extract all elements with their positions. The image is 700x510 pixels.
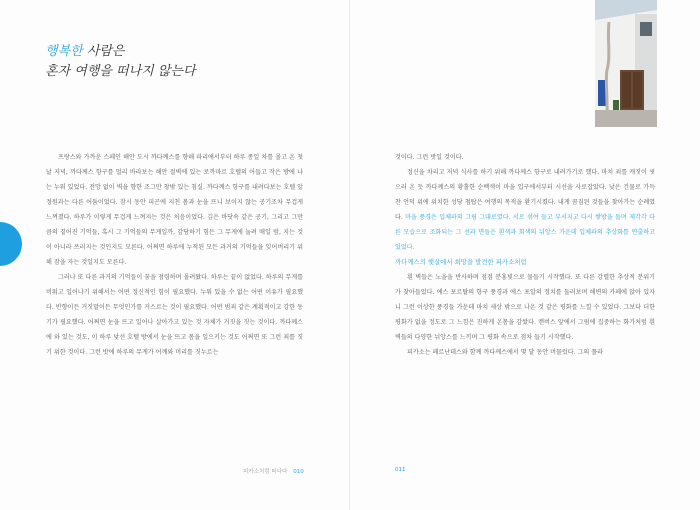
right-paragraph-4: 피카소는 페르난데스와 함께 까다께스에서 몇 달 동안 머물렀다. 그의 플라: [407, 349, 603, 356]
page-number-left: 010: [293, 469, 304, 475]
right-paragraph-2-plain: 정신을 차리고 저녁 식사를 하기 위해 까다께스 항구로 내려가기로 했다. 마치 죄를 캐짓이 씻으러 온 듯 까다께스의 황홀한 순백색이 마을 입구에서부터 시선을 사로잡았다. 낮은 건물로 가득 찬 언덕 위에 위치한 성당 첨탑은 여행의 목적을 환기시켰다. 내게 꼼짐된 것들을 찾아가는 순례였다.: [395, 169, 655, 221]
right-paragraph-intro: 것이다. 그런 밧일 것이다.: [395, 154, 464, 161]
cadaques-house-photo: [595, 0, 657, 127]
page-footer-left: [243, 467, 304, 475]
blue-circle-decoration: [0, 222, 22, 266]
page-number-right: 011: [395, 467, 406, 473]
right-paragraph-3: 흰 벽들은 노을을 반사하며 점점 분홍빛으로 물들기 시작했다. 또 다른 강렬한 추상적 분위기가 찾아들었다. 에스 포르탈의 항구 풍경과 에스 포알의 정치를 둘러보며 해변의 카페에 앉아 있자니 그런 이상한 풍경들 가운데 마치 세상 밖으로 나온 것 같은 평화를 느낄 수 있었다. 그보다 더한 평화가 없을 정도로 그 느낌은 진하게 온몸을 감쌌다. 캔버스 앞에서 그림에 집중하는 화가처럼 흰 벽들의 다양한 뉘앙스를 느끼며 그 평화 속으로 점차 들기 시작했다.: [395, 274, 655, 341]
title-highlight: 행복한: [45, 44, 83, 59]
right-page-text: [395, 150, 655, 360]
title-line1-rest: 사람은: [82, 44, 125, 59]
title-line2: 혼자 여행을 떠나지 않는다: [45, 64, 196, 79]
left-page-text: [46, 150, 303, 360]
left-paragraph-2: 그러나 또 다른 과거의 기억들이 꿈을 점령하며 몰려왔다. 하루는 끝이 없었다. 하루의 무게를 비워고 일어나기 위해서는 어떤 정신적인 힘이 필요했다. 누워 있을 수 없는 어떤 이유가 필요했다. 반향이든 거짓말이든 무엇인가를 거스르는 것이 필요했다. 어떤 범죄 같은 계획적이고 강한 동기가 필요했다. 어쩌면 눈을 뜨고 일어나 살아가고 있는 것 자체가 거짓을 짓는 것이다. 까다께스에 와 있는 것도, 이 하루 낯선 호텔 방에서 눈을 뜨고 몸을 일으키는 것도 어쩌면 또 그런 죄를 짓기 위한 것이다. 그런 밧에 하루의 무게가 어깨와 머리를 짓누르는: [46, 274, 303, 356]
right-paragraph-2: [395, 165, 655, 255]
page-footer-right: [395, 467, 406, 473]
chapter-title: [45, 42, 196, 82]
section-heading: 까다께스의 햇살에서 희망을 발견한 피카소처럼: [395, 258, 527, 266]
page-gutter: [349, 0, 351, 510]
running-footer-title: 피카소처럼 떠나다: [243, 469, 288, 475]
right-paragraph-2-highlight: 마을 풍경은 입체파의 그림 그대로였다. 서로 섞여 들고 부서지고 다시 쌓방을 돌며 제각각 다른 모습으로 조화되는 그 선과 면들은 흰색과 회색의 뉘앙스 가운데 입체파의 추상화를 연출하고 있었다.: [395, 214, 655, 251]
left-paragraph-1: 프랑스와 가까운 스페인 해안 도시 까다께스를 향해 파리에서부터 하루 종일 차를 몰고 온 첫날 저녁, 까다께스 항구를 멀리 바라보는 해안 절벽에 있는 로까마르 호텔의 어둡고 작은 방에 나는 누워 있었다. 전망 없이 벽을 향한 조그만 창밖 있는 침실. 까다께스 항구를 내려다보는 호텔 앞 정원과는 다른 어둠이었다. 잠시 동안 피곤에 지친 몸과 눈을 뜨니 보이지 않는 공기조차 무겁게 느껴졌다. 하루가 이렇게 무겁게 느껴지는 것은 처음이었다. 깊은 바닷속 같은 공기, 그리고 그만큼의 짙어진 기억들, 혹시 그 기억들의 무게일까, 감당하기 힘든 그 무게에 눌려 매일 밤, 지는 것이 아니라 쓰러지는 것인지도 모른다. 어쩌면 하루에 누적된 모든 과거의 기억들을 잊어버리기 위해 잠을 자는 것일지도 모른다.: [46, 154, 303, 266]
